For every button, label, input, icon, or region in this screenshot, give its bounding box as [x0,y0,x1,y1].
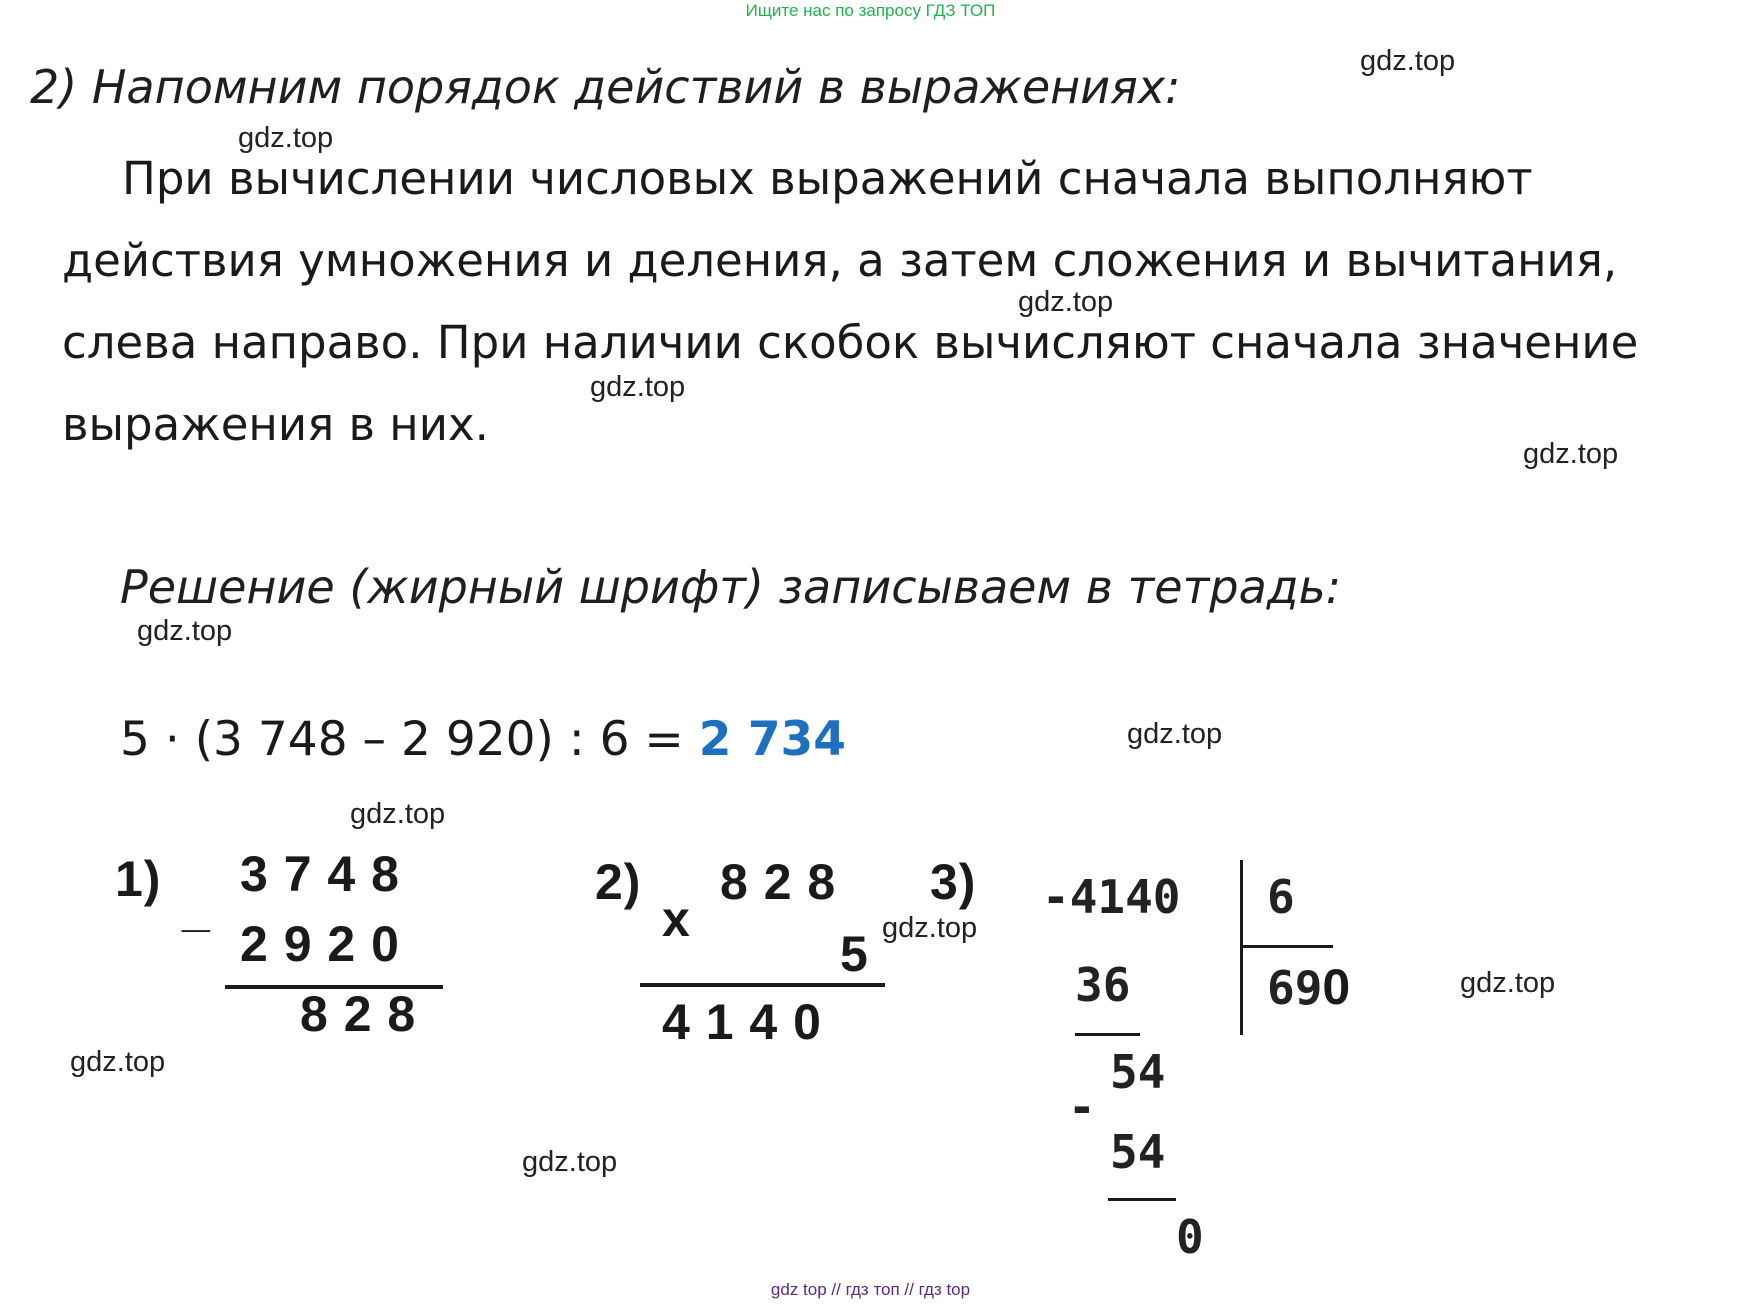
section-heading: 2) Напомним порядок действий в выражениях: [30,60,1181,114]
step2-factor1: 8 2 8 [720,854,837,910]
expression [120,712,846,767]
watermark: gdz.top [590,371,686,403]
step1-subtrahend: 2 9 2 0 [240,916,400,972]
step3-rule-1 [1075,1033,1140,1036]
step3-second-subtrahend: 54 [1110,1125,1166,1179]
watermark: gdz.top [1018,286,1114,318]
expression-answer: 2 734 [698,712,846,767]
rule-line-4: выражения в них. [62,398,489,451]
step3-divisor: 6 [1267,870,1295,924]
step2-result: 4 1 4 0 [662,994,822,1050]
step3-dividend: -4140 [1042,870,1181,924]
step2-factor2: 5 [840,926,869,982]
watermark: gdz.top [1523,438,1619,470]
watermark: gdz.top [238,122,334,154]
step3-final-remainder: 0 [1176,1210,1204,1264]
step3-quotient-rule [1241,945,1333,948]
step3-remainder-54: 54 [1110,1045,1166,1099]
watermark: gdz.top [350,798,446,830]
expression-text: 5 · (3 748 – 2 920) : 6 = [120,712,699,767]
solution-heading: Решение (жирный шрифт) записываем в тетрадь: [120,560,1342,614]
top-banner: Ищите нас по запросу ГДЗ ТОП [745,1,996,20]
footer: gdz top // гдз топ // гдз top [770,1280,971,1299]
step1-label: 1) [115,851,162,907]
step3-quotient [1267,958,1351,1016]
watermark: gdz.top [1360,45,1456,77]
watermark: gdz.top [70,1046,166,1078]
step3-quotient-digits: 69 [1267,961,1323,1015]
step3-minus-sign: - [1068,1080,1096,1134]
step1-result: 8 2 8 [300,986,417,1042]
step1-minus-sign: _ [182,881,211,937]
step3-first-subtrahend: 36 [1075,958,1131,1012]
step2-times-sign: x [662,891,691,947]
watermark: gdz.top [882,912,978,944]
rule-line-1: При вычислении числовых выражений сначала выполняют [122,152,1533,205]
step2-rule [640,983,885,987]
watermark: gdz.top [137,615,233,647]
step1-minuend: 3 7 4 8 [240,846,400,902]
rule-line-2: действия умножения и деления, а затем сложения и вычитания, [62,234,1618,287]
rule-line-3: слева направо. При наличии скобок вычисляют сначала значение [62,316,1639,369]
watermark: gdz.top [1460,967,1556,999]
watermark: gdz.top [1127,718,1223,750]
watermark: gdz.top [522,1146,618,1178]
step3-label: 3) [930,854,977,910]
step2-label: 2) [595,854,642,910]
step3-quotient-added: 0 [1322,959,1352,1015]
step3-rule-2 [1108,1198,1176,1201]
